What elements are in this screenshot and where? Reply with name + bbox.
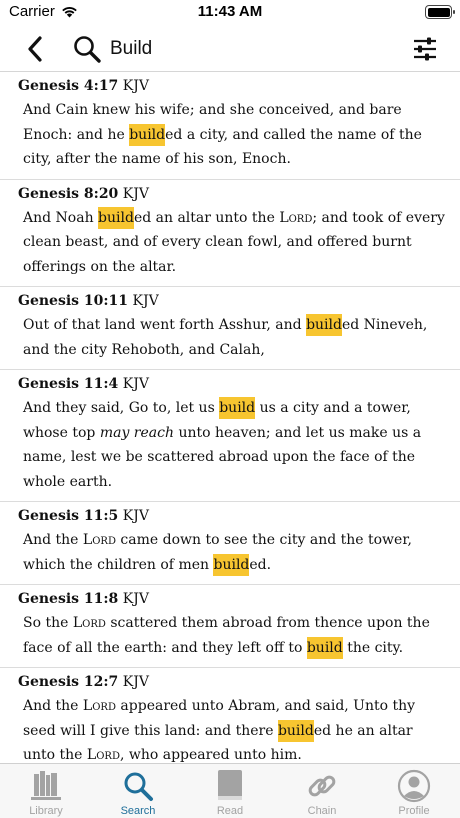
verse-text-segment: So the xyxy=(23,615,73,631)
verse-text-segment: ed a city, and called the name of the city, after the name of his son, Enoch. xyxy=(23,126,422,167)
verse-text xyxy=(18,692,446,768)
verse-version: KJV xyxy=(118,674,149,690)
verse-reference xyxy=(18,184,446,204)
search-match-highlight: build xyxy=(307,637,343,659)
tab-chain[interactable] xyxy=(276,764,368,818)
tab-library[interactable] xyxy=(0,764,92,818)
verse-version: KJV xyxy=(118,508,149,524)
verse-book-chapter: Genesis 10:11 xyxy=(18,293,129,309)
carrier-label: Carrier xyxy=(9,3,55,20)
verse-text-segment: appeared unto Abram, and said, Unto thy seed will I give this land: and there xyxy=(23,698,416,739)
verse-text-segment: ed. xyxy=(249,556,272,573)
sliders-icon xyxy=(412,37,438,61)
tab-label: Library xyxy=(29,805,63,817)
verse-text-segment: And Cain knew his wife; and she conceived, and bare Enoch: and he xyxy=(23,102,402,143)
verse-result-item[interactable] xyxy=(0,72,460,180)
verse-result-item[interactable] xyxy=(0,370,460,502)
back-button[interactable] xyxy=(18,33,52,65)
search-icon xyxy=(121,769,155,803)
search-results-list[interactable] xyxy=(0,72,460,763)
verse-reference xyxy=(18,291,446,311)
verse-result-item[interactable] xyxy=(0,502,460,585)
chevron-left-icon xyxy=(26,35,44,63)
verse-book-chapter: Genesis 11:5 xyxy=(18,508,119,524)
profile-icon xyxy=(397,769,431,803)
battery-icon xyxy=(425,5,452,19)
small-caps-text: Lord xyxy=(82,698,116,714)
verse-text xyxy=(18,311,446,362)
verse-reference xyxy=(18,672,446,692)
verse-text-segment: And they said, Go to, let us xyxy=(23,400,220,416)
verse-book-chapter: Genesis 12:7 xyxy=(18,674,119,690)
verse-result-item[interactable] xyxy=(0,668,460,776)
verse-book-chapter: Genesis 11:4 xyxy=(18,376,119,392)
status-bar xyxy=(0,0,460,26)
status-time: 11:43 AM xyxy=(197,3,263,20)
search-query: Build xyxy=(110,38,153,59)
verse-version: KJV xyxy=(118,591,149,607)
verse-book-chapter: Genesis 11:8 xyxy=(18,591,119,607)
tab-read[interactable] xyxy=(184,764,276,818)
verse-text xyxy=(18,96,446,172)
verse-text xyxy=(18,204,446,280)
verse-book-chapter: Genesis 8:20 xyxy=(18,185,119,202)
verse-text-segment: Out of that land went forth Asshur, and xyxy=(23,317,307,333)
library-icon xyxy=(29,769,63,803)
search-match-highlight: build xyxy=(306,314,342,336)
tab-label: Chain xyxy=(307,805,337,817)
verse-text-segment: ed an altar unto the xyxy=(133,209,280,226)
search-match-highlight: build xyxy=(129,124,165,146)
verse-reference xyxy=(18,374,446,394)
search-field[interactable] xyxy=(72,32,152,66)
tab-search[interactable] xyxy=(92,764,184,818)
verse-result-item[interactable] xyxy=(0,180,460,288)
nav-bar xyxy=(0,26,460,72)
verse-text xyxy=(18,394,446,494)
search-match-highlight: build xyxy=(98,207,134,229)
tab-profile[interactable] xyxy=(368,764,460,818)
verse-text-segment: , who appeared unto him. xyxy=(119,747,302,763)
small-caps-text: Lord xyxy=(82,532,116,548)
search-icon xyxy=(72,34,102,64)
book-icon xyxy=(213,769,247,803)
tab-label: Read xyxy=(216,805,244,817)
tab-label: Search xyxy=(120,805,156,817)
verse-text-segment: unto heaven; and let us make us a name, lest we be scattered abroad upon the face of the whole earth. xyxy=(23,424,422,490)
small-caps-text: Lord xyxy=(279,209,313,226)
verse-text xyxy=(18,526,446,577)
verse-text xyxy=(18,609,446,660)
verse-version: KJV xyxy=(118,185,149,202)
chain-link-icon xyxy=(305,769,339,803)
verse-text-segment: us a city and a tower, whose top xyxy=(23,400,411,441)
verse-text-segment: And the xyxy=(23,698,83,714)
verse-text-segment: came down to see the city and the tower, which the children of men xyxy=(23,532,412,573)
verse-reference xyxy=(18,589,446,609)
verse-text-segment: ed he an altar unto the xyxy=(23,722,413,763)
verse-text-segment: ed Nineveh, and the city Rehoboth, and Calah, xyxy=(23,317,428,358)
verse-text-segment: And Noah xyxy=(23,209,99,226)
filter-button[interactable] xyxy=(410,34,440,64)
verse-text-segment: scattered them abroad from thence upon the face of all the earth: and they left off to xyxy=(23,615,430,656)
search-match-highlight: build xyxy=(213,554,249,576)
verse-book-chapter: Genesis 4:17 xyxy=(18,78,119,94)
search-match-highlight: build xyxy=(219,397,255,419)
verse-version: KJV xyxy=(118,78,149,94)
verse-reference xyxy=(18,76,446,96)
verse-version: KJV xyxy=(118,376,149,392)
verse-result-item[interactable] xyxy=(0,585,460,668)
verse-reference xyxy=(18,506,446,526)
verse-result-item[interactable] xyxy=(0,287,460,370)
italic-text: may reach xyxy=(99,424,174,441)
tab-bar xyxy=(0,763,460,818)
small-caps-text: Lord xyxy=(86,747,120,763)
search-match-highlight: build xyxy=(278,720,314,742)
verse-version: KJV xyxy=(128,293,159,309)
verse-text-segment: ; and took of every clean beast, and of every clean fowl, and offered burnt offerings on the altar. xyxy=(23,209,445,275)
small-caps-text: Lord xyxy=(72,615,106,631)
verse-text-segment: the city. xyxy=(342,639,404,656)
tab-label: Profile xyxy=(398,805,430,817)
verse-text-segment: And the xyxy=(23,532,83,548)
